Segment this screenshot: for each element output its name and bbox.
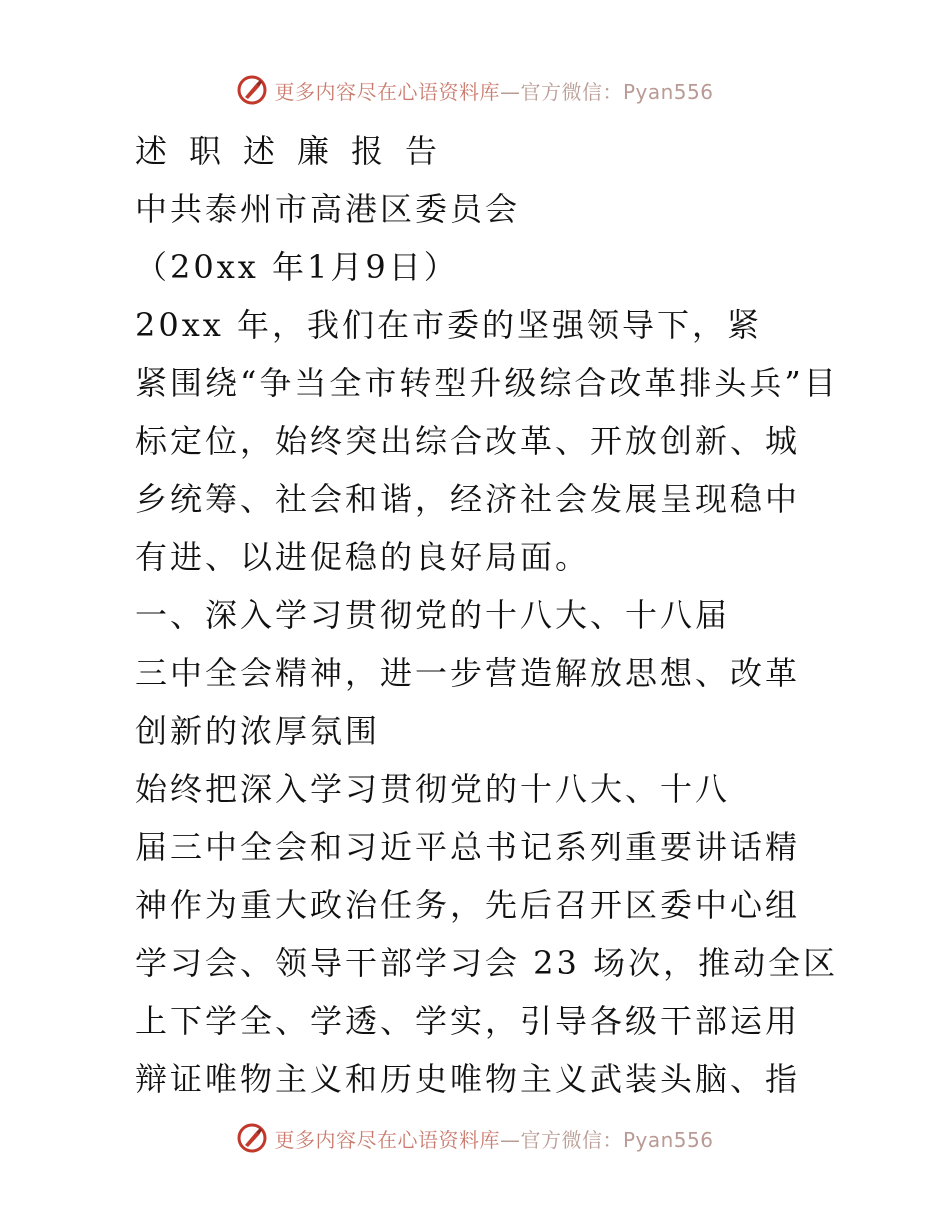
section-heading-line: 创新的浓厚氛围 — [135, 712, 381, 750]
section-heading-line: 一、深入学习贯彻党的十八大、十八届 — [135, 596, 731, 634]
watermark-separator: — — [499, 79, 521, 104]
watermark-text — [274, 76, 713, 105]
pen-logo-icon — [236, 74, 268, 106]
watermark-sub: 官方微信：Pyan556 — [520, 1127, 714, 1152]
footer-watermark — [0, 1118, 950, 1158]
document-date: （20xx 年1月9日） — [135, 248, 459, 286]
document-author: 中共泰州市高港区委员会 — [135, 190, 521, 228]
text-line: 有进、以进促稳的良好局面。 — [135, 538, 591, 576]
watermark-separator: — — [499, 1127, 521, 1152]
pen-logo-icon — [236, 1122, 268, 1154]
text-line: 标定位，始终突出综合改革、开放创新、城 — [135, 422, 801, 460]
text-line: 上下学全、学透、学实，引导各级干部运用 — [135, 1002, 801, 1040]
text-line: 辩证唯物主义和历史唯物主义武装头脑、指 — [135, 1060, 801, 1098]
watermark-main: 更多内容尽在心语资料库 — [274, 79, 500, 104]
section-heading-line: 三中全会精神，进一步营造解放思想、改革 — [135, 654, 801, 692]
header-watermark — [0, 70, 950, 110]
document-title: 述职述廉报告 — [135, 132, 460, 170]
text-line: 始终把深入学习贯彻党的十八大、十八 — [135, 770, 731, 808]
text-line: 学习会、领导干部学习会 23 场次，推动全区 — [135, 944, 839, 982]
watermark-text — [274, 1124, 713, 1153]
document-body — [135, 122, 915, 1108]
text-line: 神作为重大政治任务，先后召开区委中心组 — [135, 886, 801, 924]
text-line: 届三中全会和习近平总书记系列重要讲话精 — [135, 828, 801, 866]
text-line: 乡统筹、社会和谐，经济社会发展呈现稳中 — [135, 480, 801, 518]
watermark-main: 更多内容尽在心语资料库 — [274, 1127, 500, 1152]
text-line: 紧围绕“争当全市转型升级综合改革排头兵”目 — [135, 364, 839, 402]
text-line: 20xx 年，我们在市委的坚强领导下，紧 — [135, 306, 762, 344]
watermark-sub: 官方微信：Pyan556 — [520, 79, 714, 104]
